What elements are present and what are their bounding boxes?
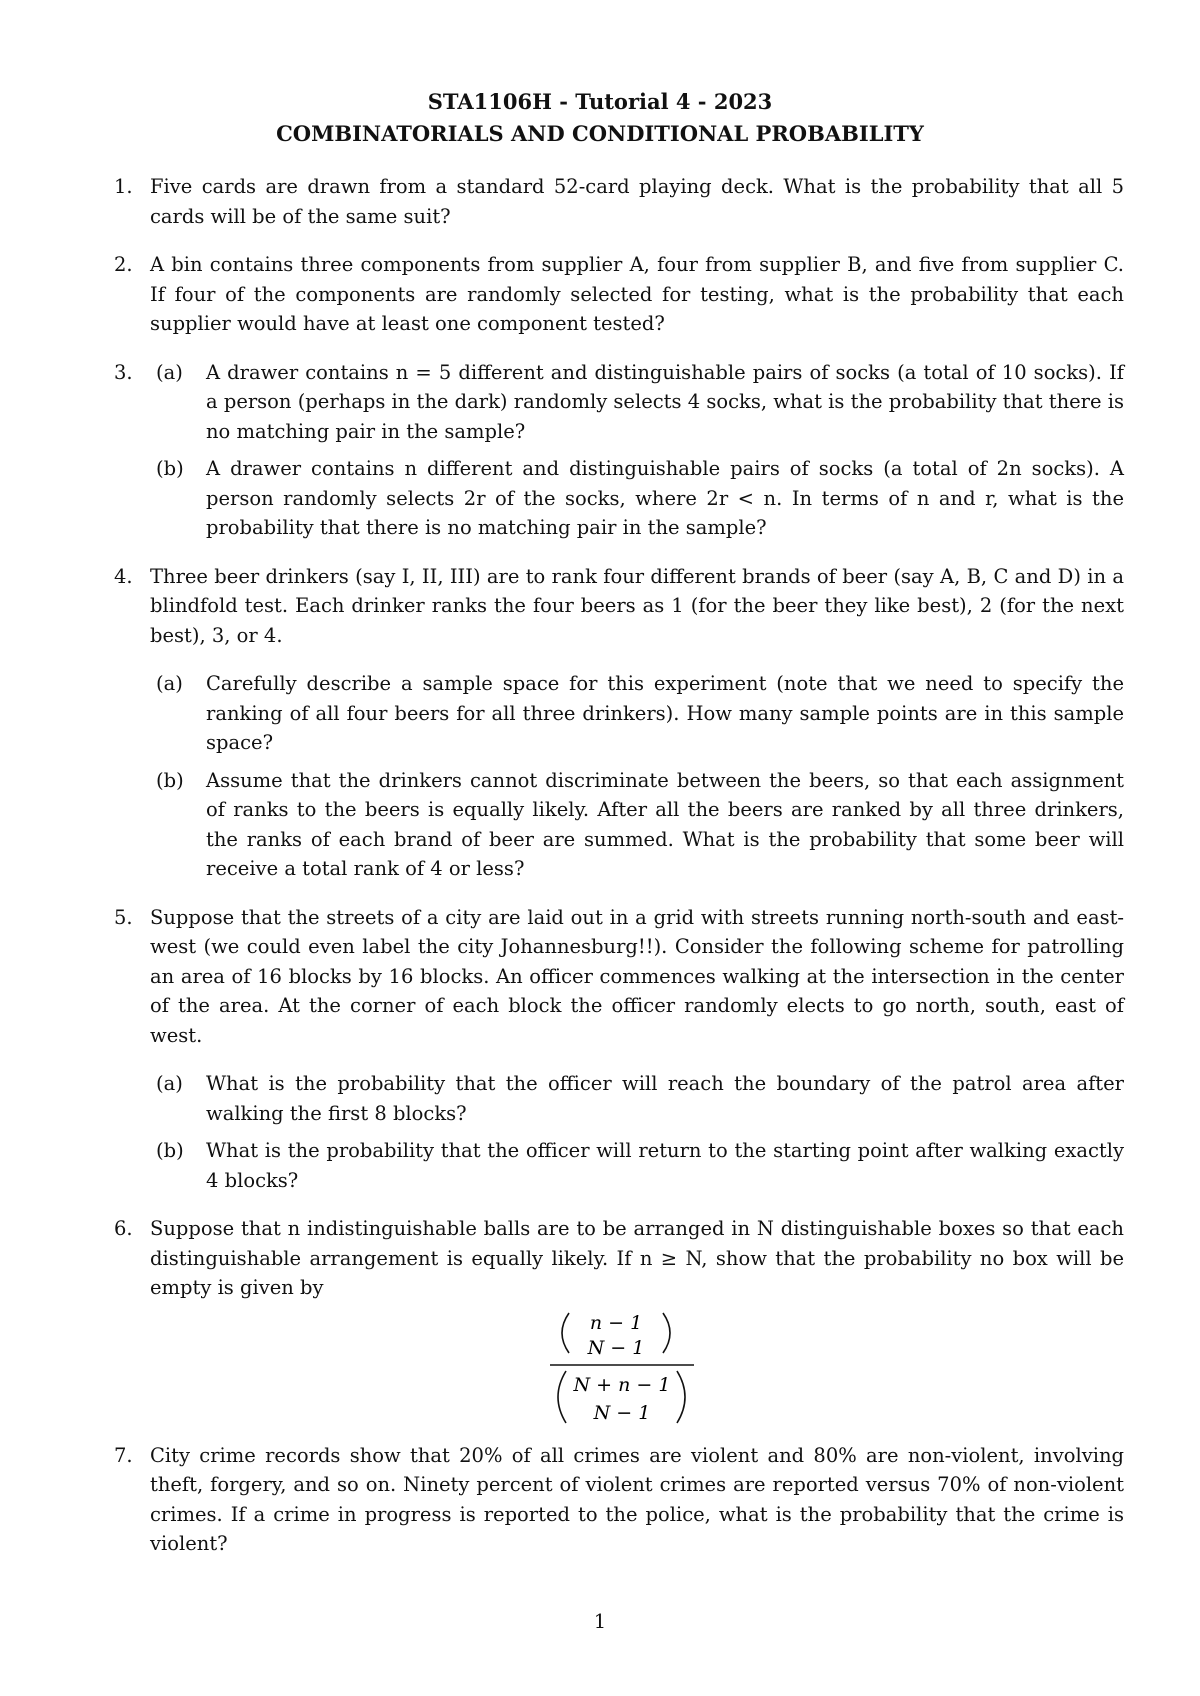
subquestion-3b bbox=[114, 454, 1124, 543]
question-text: City crime records show that 20% of all crimes are violent and 80% are non-violent, involving theft, forgery, and so on. Ninety percent of violent crimes are reported versus 70% of non-violent crimes. If a crime in progress is reported to the police, what is the probability that the crime is violent? bbox=[150, 1443, 1124, 1555]
question-text: A bin contains three components from supplier A, four from supplier B, and five from supplier C. If four of the components are randomly selected for testing, what is the probability that each supplier would have at least one component tested? bbox=[150, 253, 1124, 335]
page-number: 1 bbox=[593, 1610, 607, 1633]
subquestion-5a bbox=[114, 1069, 1124, 1128]
numerator-top: n − 1 bbox=[589, 1311, 643, 1334]
subquestion-text: A drawer contains n different and distinguishable pairs of socks (a total of 2n socks). A person randomly selects 2r of the socks, where 2r < n. In terms of n and r, what is the probability that there is no matching pair in the sample? bbox=[206, 457, 1124, 539]
question-number: 2. bbox=[114, 253, 133, 276]
question-number: 4. bbox=[114, 564, 133, 588]
question-5 bbox=[114, 903, 1124, 1051]
subquestion-3a bbox=[114, 358, 1124, 447]
subquestion-text: A drawer contains n = 5 different and distinguishable pairs of socks (a total of 10 socks). If a person (perhaps in the dark) randomly selects 4 socks, what is the probability that there is no matching pair in the sample? bbox=[206, 360, 1124, 443]
subquestion-5b bbox=[114, 1136, 1124, 1195]
subquestion-label: (a) bbox=[156, 1072, 183, 1095]
subquestion-text: What is the probability that the officer will return to the starting point after walking exactly 4 blocks? bbox=[206, 1139, 1124, 1192]
subquestion-4a bbox=[114, 669, 1124, 758]
question-number: 6. bbox=[114, 1217, 133, 1240]
numerator-right-paren bbox=[663, 1313, 670, 1353]
question-list bbox=[114, 172, 1124, 1559]
question-number: 5. bbox=[114, 905, 133, 929]
question-3 bbox=[114, 358, 1124, 447]
question-4 bbox=[114, 562, 1124, 651]
question-number: 1. bbox=[114, 175, 133, 198]
denominator-left-paren bbox=[558, 1371, 566, 1423]
denominator-top: N + n − 1 bbox=[573, 1373, 671, 1396]
denominator-right-paren bbox=[677, 1371, 685, 1423]
numerator-bottom: N − 1 bbox=[587, 1336, 645, 1359]
question-6 bbox=[114, 1214, 1124, 1303]
subquestion-text: Carefully describe a sample space for this experiment (note that we need to specify the ranking of all four beers for all three drinkers). How many sample points are in this sample space? bbox=[206, 672, 1124, 754]
denominator-bottom: N − 1 bbox=[593, 1401, 651, 1424]
subquestion-label: (a) bbox=[156, 672, 183, 695]
subquestion-label: (b) bbox=[156, 768, 184, 792]
question-text: Three beer drinkers (say I, II, III) are to rank four different brands of beer (say A, B, C and D) in a blindfold test. Each drinker ranks the four beers as 1 (for the beer they like best), 2 (for the next best), 3, or 4. bbox=[150, 564, 1124, 647]
subquestion-label: (b) bbox=[156, 1139, 184, 1162]
subquestion-label: (b) bbox=[156, 457, 184, 480]
question-text: Suppose that n indistinguishable balls are to be arranged in N distinguishable boxes so that each distinguishable arrangement is equally likely. If n ≥ N, show that the probability no box will be empty is given by bbox=[150, 1217, 1124, 1299]
subquestion-text: Assume that the drinkers cannot discriminate between the beers, so that each assignment of ranks to the beers is equally likely. After all the beers are ranked by all three drinkers, the ranks of each brand of beer are summed. What is the probability that some beer will receive a total rank of 4 or less? bbox=[206, 768, 1124, 880]
question-2 bbox=[114, 250, 1124, 339]
numerator-left-paren bbox=[562, 1313, 569, 1353]
subquestion-text: What is the probability that the officer will reach the boundary of the patrol area after walking the first 8 blocks? bbox=[206, 1072, 1124, 1125]
subquestion-label: (a) bbox=[156, 360, 183, 384]
question-number: 3. bbox=[114, 360, 133, 384]
document-header bbox=[0, 86, 1200, 150]
question-number: 7. bbox=[114, 1443, 133, 1467]
question-text: Five cards are drawn from a standard 52-card playing deck. What is the probability that all 5 cards will be of the same suit? bbox=[150, 175, 1124, 228]
document-subtitle: COMBINATORIALS AND CONDITIONAL PROBABILITY bbox=[276, 121, 924, 146]
question-1 bbox=[114, 172, 1124, 231]
formula-graphic bbox=[114, 1307, 1124, 1431]
document-title: STA1106H - Tutorial 4 - 2023 bbox=[427, 89, 773, 114]
probability-formula bbox=[114, 1307, 1124, 1431]
question-text: Suppose that the streets of a city are laid out in a grid with streets running north-south and east-west (we could even label the city Johannesburg!!). Consider the following scheme for patrolling an area of 16 blocks by 16 blocks. An officer commences walking at the intersection in the center of the area. At the corner of each block the officer randomly elects to go north, south, east of west. bbox=[150, 905, 1124, 1047]
subquestion-4b bbox=[114, 766, 1124, 884]
question-7 bbox=[114, 1441, 1124, 1559]
